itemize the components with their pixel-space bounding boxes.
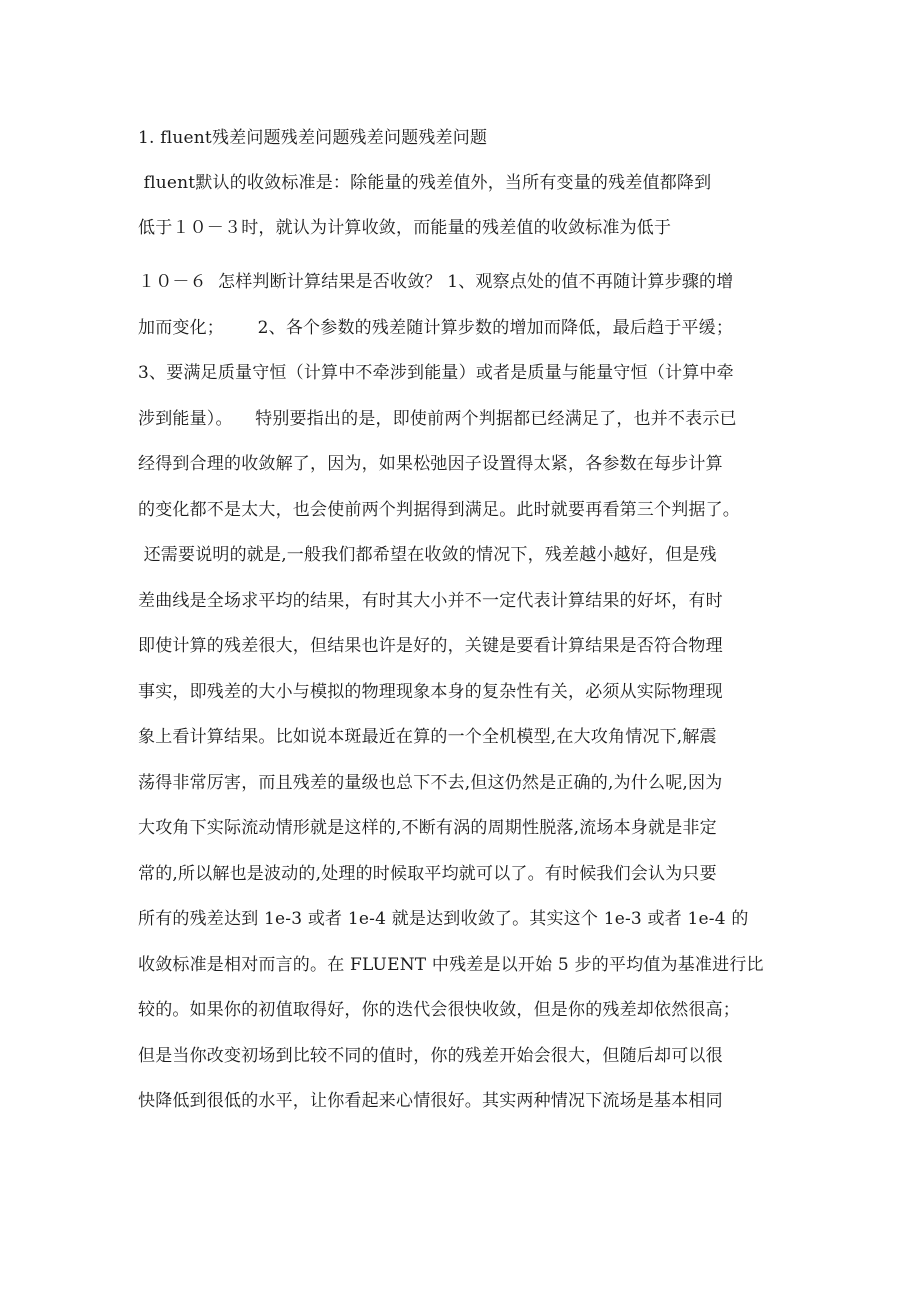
text-line: 常的,所以解也是波动的,处理的时候取平均就可以了。有时候我们会认为只要 [138,864,717,884]
text-line: 所有的残差达到 1e-3 或者 1e-4 就是达到收敛了。其实这个 1e-3 或者 1e-4 的 [138,909,749,929]
text-line: 还需要说明的就是,一般我们都希望在收敛的情况下，残差越小越好，但是残 [138,545,717,565]
text-line: fluent默认的收敛标准是：除能量的残差值外，当所有变量的残差值都降到 [138,173,712,193]
text-line: 加而变化； 2、各个参数的残差随计算步数的增加而降低，最后趋于平缓； [138,318,734,338]
text-line: 经得到合理的收敛解了，因为，如果松弛因子设置得太紧，各参数在每步计算 [138,454,723,474]
text-line: １０－６ 怎样判断计算结果是否收敛？ 1、观察点处的值不再随计算步骤的增 [138,272,734,292]
text-line: 即使计算的残差很大，但结果也许是好的，关键是要看计算结果是否符合物理 [138,636,723,656]
text-line: 3、要满足质量守恒（计算中不牵涉到能量）或者是质量与能量守恒（计算中牵 [138,363,734,383]
heading-line: 1. fluent残差问题残差问题残差问题残差问题 [138,128,488,148]
text-line: 大攻角下实际流动情形就是这样的,不断有涡的周期性脱落,流场本身就是非定 [138,818,717,838]
text-line: 事实，即残差的大小与模拟的物理现象本身的复杂性有关，必须从实际物理现 [138,682,723,702]
text-line: 快降低到很低的水平，让你看起来心情很好。其实两种情况下流场是基本相同 [138,1091,723,1111]
text-line: 的变化都不是太大，也会使前两个判据得到满足。此时就要再看第三个判据了。 [138,500,740,520]
text-line: 但是当你改变初场到比较不同的值时，你的残差开始会很大，但随后却可以很 [138,1046,723,1066]
text-line: 象上看计算结果。比如说本斑最近在算的一个全机模型,在大攻角情况下,解震 [138,727,717,747]
text-line: 低于１０－３时，就认为计算收敛，而能量的残差值的收敛标准为低于 [138,218,672,238]
text-line: 荡得非常厉害，而且残差的量级也总下不去,但这仍然是正确的,为什么呢,因为 [138,773,723,793]
text-line: 较的。如果你的初值取得好，你的迭代会很快收敛，但是你的残差却依然很高； [138,1000,740,1020]
text-line: 差曲线是全场求平均的结果，有时其大小并不一定代表计算结果的好坏，有时 [138,591,723,611]
text-line: 涉到能量）。 特别要指出的是，即使前两个判据都已经满足了，也并不表示已 [138,409,737,429]
text-line: 收敛标准是相对而言的。在 FLUENT 中残差是以开始 5 步的平均值为基准进行比 [138,955,764,975]
